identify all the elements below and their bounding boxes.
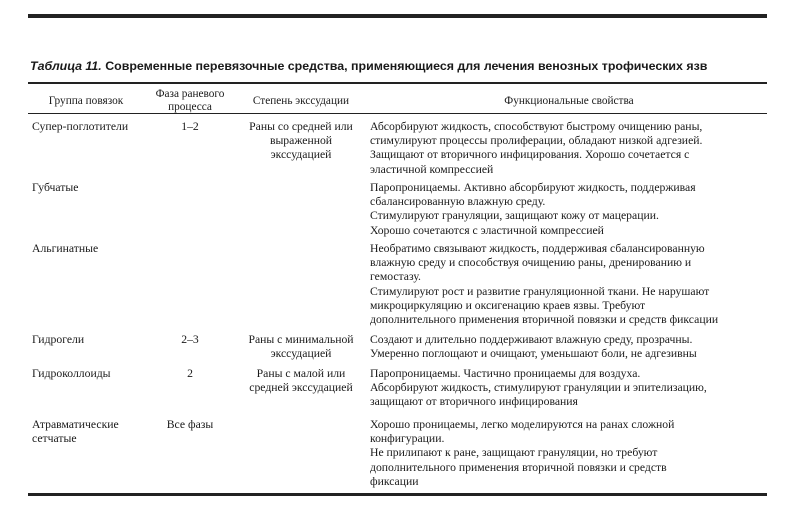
header-rule: [28, 113, 767, 114]
table-row-phase: 2–3: [181, 333, 199, 346]
table-row-phase: 1–2: [181, 120, 199, 133]
table-row-properties: Паропроницаемы. Активно абсорбируют жидкость, поддерживая сбалансированную влажную среду. Стимулируют грануляции, защищают кожу от мацерации. Хорошо сочетаются с эластичной компрессией: [370, 181, 696, 237]
table-row-exudation: Раны с минимальной экссудацией: [248, 333, 354, 361]
header-properties: Функциональные свойства: [504, 95, 634, 107]
table-row-phase: Все фазы: [166, 418, 214, 431]
table-row-properties: Создают и длительно поддерживают влажную среду, прозрачны. Умеренно поглощают и очищают, уменьшают боли, не адгезивны: [370, 333, 697, 361]
table-row-group: Гидроколлоиды: [32, 367, 111, 380]
header-phase: Фаза раневого процесса: [155, 88, 225, 113]
table-row-exudation: Раны с малой или средней экссудацией: [249, 367, 353, 395]
table-row-group: Губчатые: [32, 181, 79, 194]
table-row-properties: Необратимо связывают жидкость, поддерживая сбалансированную влажную среду и способствуя очищению раны, дренированию и гемостазу. Стимулируют рост и развитие грануляционной ткани. Не нарушают микроциркуляцию и оксигенацию краев язвы. Требуют дополнительного применения вторичной повязки и средств фиксации: [370, 242, 719, 327]
table-row-exudation: Раны со средней или выраженной экссудацией: [249, 120, 353, 162]
table-row-group: Атравматические сетчатые: [32, 418, 119, 446]
table-caption: [30, 59, 770, 73]
table-number: Таблица 11.: [30, 59, 102, 73]
header-exudation: Степень экссудации: [252, 95, 350, 107]
table-row-properties: Абсорбируют жидкость, способствуют быстрому очищению раны, стимулируют процессы пролиферации, обладают низкой адгезией. Защищают от вторичного инфицирования. Хорошо сочетается с эластичной компрессией: [370, 120, 703, 176]
table-row-group: Супер-поглотители: [32, 120, 129, 133]
table-row-group: Альгинатные: [32, 242, 99, 255]
table-row-phase: 2: [187, 367, 193, 380]
table-row-group: Гидрогели: [32, 333, 85, 346]
table-row-properties: Хорошо проницаемы, легко моделируются на ранах сложной конфигурации. Не прилипают к ране, защищают грануляции, но требуют дополнительного применения вторичной повязки и средств фиксации: [370, 418, 675, 488]
caption-rule: [28, 82, 767, 84]
header-group: Группа повязок: [48, 95, 124, 107]
bottom-rule: [28, 493, 767, 496]
table-title: Современные перевязочные средства, применяющиеся для лечения венозных трофических язв: [105, 59, 708, 73]
top-rule: [28, 14, 767, 18]
table-row-properties: Паропроницаемы. Частично проницаемы для воздуха. Абсорбируют жидкость, стимулируют грануляции и эпителизацию, защищают от вторичного инфицирования: [370, 367, 707, 409]
